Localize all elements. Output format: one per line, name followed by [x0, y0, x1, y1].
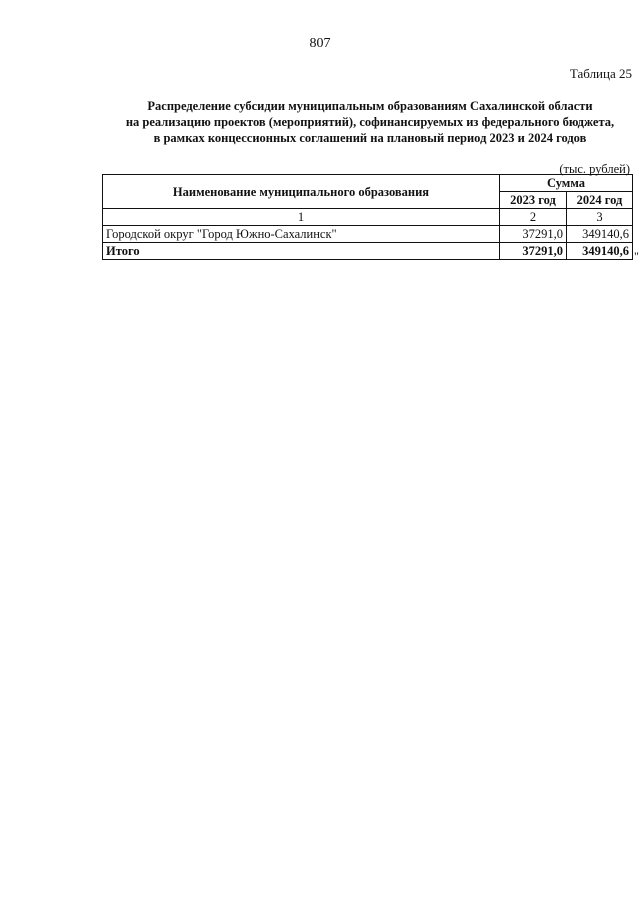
row-value-2024: 349140,6 — [567, 226, 633, 243]
header-row — [103, 175, 633, 192]
closing-quote-mark: " — [634, 249, 639, 263]
header-name-cell: Наименование муниципального образования — [103, 175, 500, 209]
column-number-row — [103, 209, 633, 226]
total-row — [103, 243, 633, 260]
total-name-cell: Итого — [103, 243, 500, 260]
subsidy-table — [102, 174, 633, 260]
header-year-2024: 2024 год — [567, 192, 633, 209]
header-sum-cell: Сумма — [500, 175, 633, 192]
column-number-3: 3 — [567, 209, 633, 226]
page-number: 807 — [309, 36, 331, 51]
row-value-2023: 37291,0 — [500, 226, 567, 243]
header-year-2023: 2023 год — [500, 192, 567, 209]
total-value-2024: 349140,6 — [567, 243, 633, 260]
title-line-2: на реализацию проектов (мероприятий), софинансируемых из федерального бюджета, — [125, 115, 615, 129]
document-title — [100, 98, 640, 146]
column-number-2: 2 — [500, 209, 567, 226]
title-line-1: Распределение субсидии муниципальным образованиям Сахалинской области — [147, 99, 593, 113]
table-row — [103, 226, 633, 243]
column-number-1: 1 — [103, 209, 500, 226]
total-value-2023: 37291,0 — [500, 243, 567, 260]
row-name-cell: Городской округ "Город Южно-Сахалинск" — [103, 226, 500, 243]
table-caption: Таблица 25 — [569, 66, 632, 81]
units-label: (тыс. рублей) — [559, 162, 630, 176]
title-line-3: в рамках концессионных соглашений на плановый период 2023 и 2024 годов — [153, 131, 587, 145]
